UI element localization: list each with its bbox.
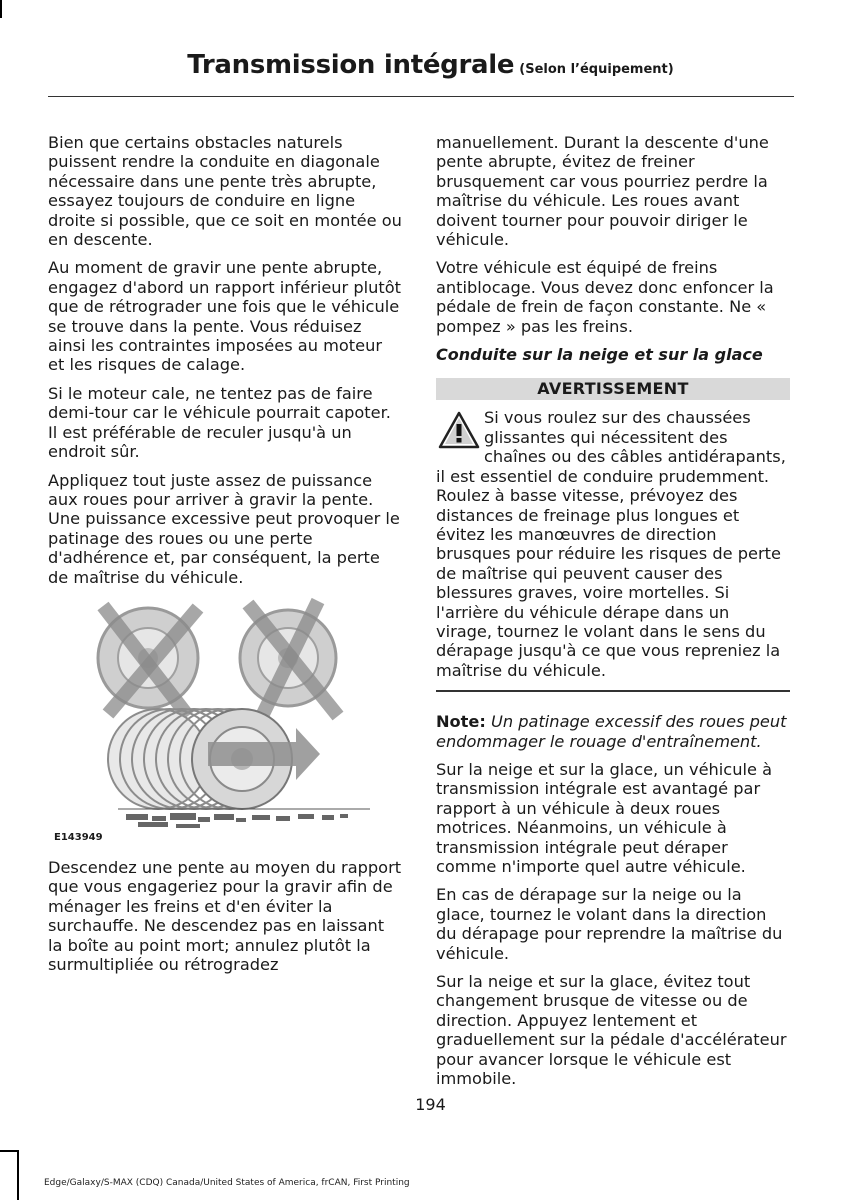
left-column [48,133,402,983]
note-label: Note: [436,712,486,732]
paragraph: manuellement. Durant la descente d'une pente abrupte, évitez de freiner brusquement car vous pourriez perdre la maîtrise du véhicule. Les roues avant doivent tourner pour pouvoir diriger le véhicule. [436,133,769,250]
section-heading: Conduite sur la neige et sur la glace [436,345,763,365]
figure-code: E143949 [54,831,103,843]
warning-triangle-icon [438,410,480,450]
paragraph: Descendez une pente au moyen du rapport que vous engageriez pour la gravir afin de ménager les freins et d'en éviter la surchauffe. Ne descendez pas en laissant la boîte au point mort; annulez plutôt la surmultipliée ou rétrogradez [48,857,402,974]
page-header [0,50,861,80]
wheel-diagonal-crossed [98,606,198,716]
ground-debris [126,813,348,828]
page-number: 194 [415,1095,446,1114]
crop-mark-bottom-left-v [17,1150,19,1200]
header-divider [48,96,794,97]
page-title: Transmission intégrale [187,50,515,80]
paragraph: Votre véhicule est équipé de freins antiblocage. Vous devez donc enfoncer la pédale de frein de façon constante. Ne « pompez » pas les freins. [436,258,774,336]
crop-mark-top-left [0,0,2,18]
wheel-illustration [48,596,402,846]
wheel-spinning-crossed [240,601,338,716]
right-column [436,133,790,1097]
paragraph: Au moment de gravir une pente abrupte, engagez d'abord un rapport inférieur plutôt que de rétrograder une fois que le véhicule se trouve dans la pente. Vous réduisez ainsi les contraintes imposées au moteur et les risques de calage. [48,258,401,375]
warning-lead-text: Si vous roulez sur des chaussées glissantes qui nécessitent des chaînes ou des câbles antidérapants, [484,408,786,467]
warning-text: il est essentiel de conduire prudemment. Roulez à basse vitesse, prévoyez des distances de freinage plus longues et évitez les manœuvres de direction brusques pour réduire les risques de perte de maîtrise qui peuvent causer des blessures graves, voire mortelles. Si l'arrière du véhicule dérape dans un virage, tournez le volant dans le sens du dérapage jusqu'à ce que vous repreniez la maîtrise du véhicule. [436,466,781,680]
paragraph: Sur la neige et sur la glace, évitez tout changement brusque de vitesse ou de direction. Appuyez lentement et graduellement sur la pédale d'accélérateur pour avancer lorsque le véhicule est immobile. [436,972,787,1089]
paragraph: Bien que certains obstacles naturels puissent rendre la conduite en diagonale nécessaire dans une pente très abrupte, essayez toujours de conduire en ligne droite si possible, que ce soit en montée ou en descente. [48,133,402,250]
paragraph: Si le moteur cale, ne tentez pas de faire demi-tour car le véhicule pourrait capoter. Il est préférable de reculer jusqu'à un endroit sûr. [48,383,391,462]
warning-title: AVERTISSEMENT [436,378,790,400]
paragraph: Appliquez tout juste assez de puissance aux roues pour arriver à gravir la pente. Une puissance excessive peut provoquer le patinage des roues ou une perte d'adhérence et, par conséquent, la perte de maîtrise du véhicule. [48,470,400,587]
paragraph: En cas de dérapage sur la neige ou la glace, tournez le volant dans la direction du dérapage pour reprendre la maîtrise du véhicule. [436,885,783,963]
paragraph: Sur la neige et sur la glace, un véhicule à transmission intégrale est avantagé par rapport à un véhicule à deux roues motrices. Néanmoins, un véhicule à transmission intégrale peut déraper comme n'importe quel autre véhicule. [436,759,772,876]
note [436,712,790,751]
footer-text: Edge/Galaxy/S-MAX (CDQ) Canada/United States of America, frCAN, First Printing [44,1178,410,1188]
wheels-diagram [48,596,402,846]
crop-mark-bottom-left [0,1150,18,1152]
note-text: Un patinage excessif des roues peut endommager le rouage d'entraînement. [436,712,787,751]
page-subtitle: (Selon l’équipement) [519,62,674,77]
warning-box [436,408,790,692]
